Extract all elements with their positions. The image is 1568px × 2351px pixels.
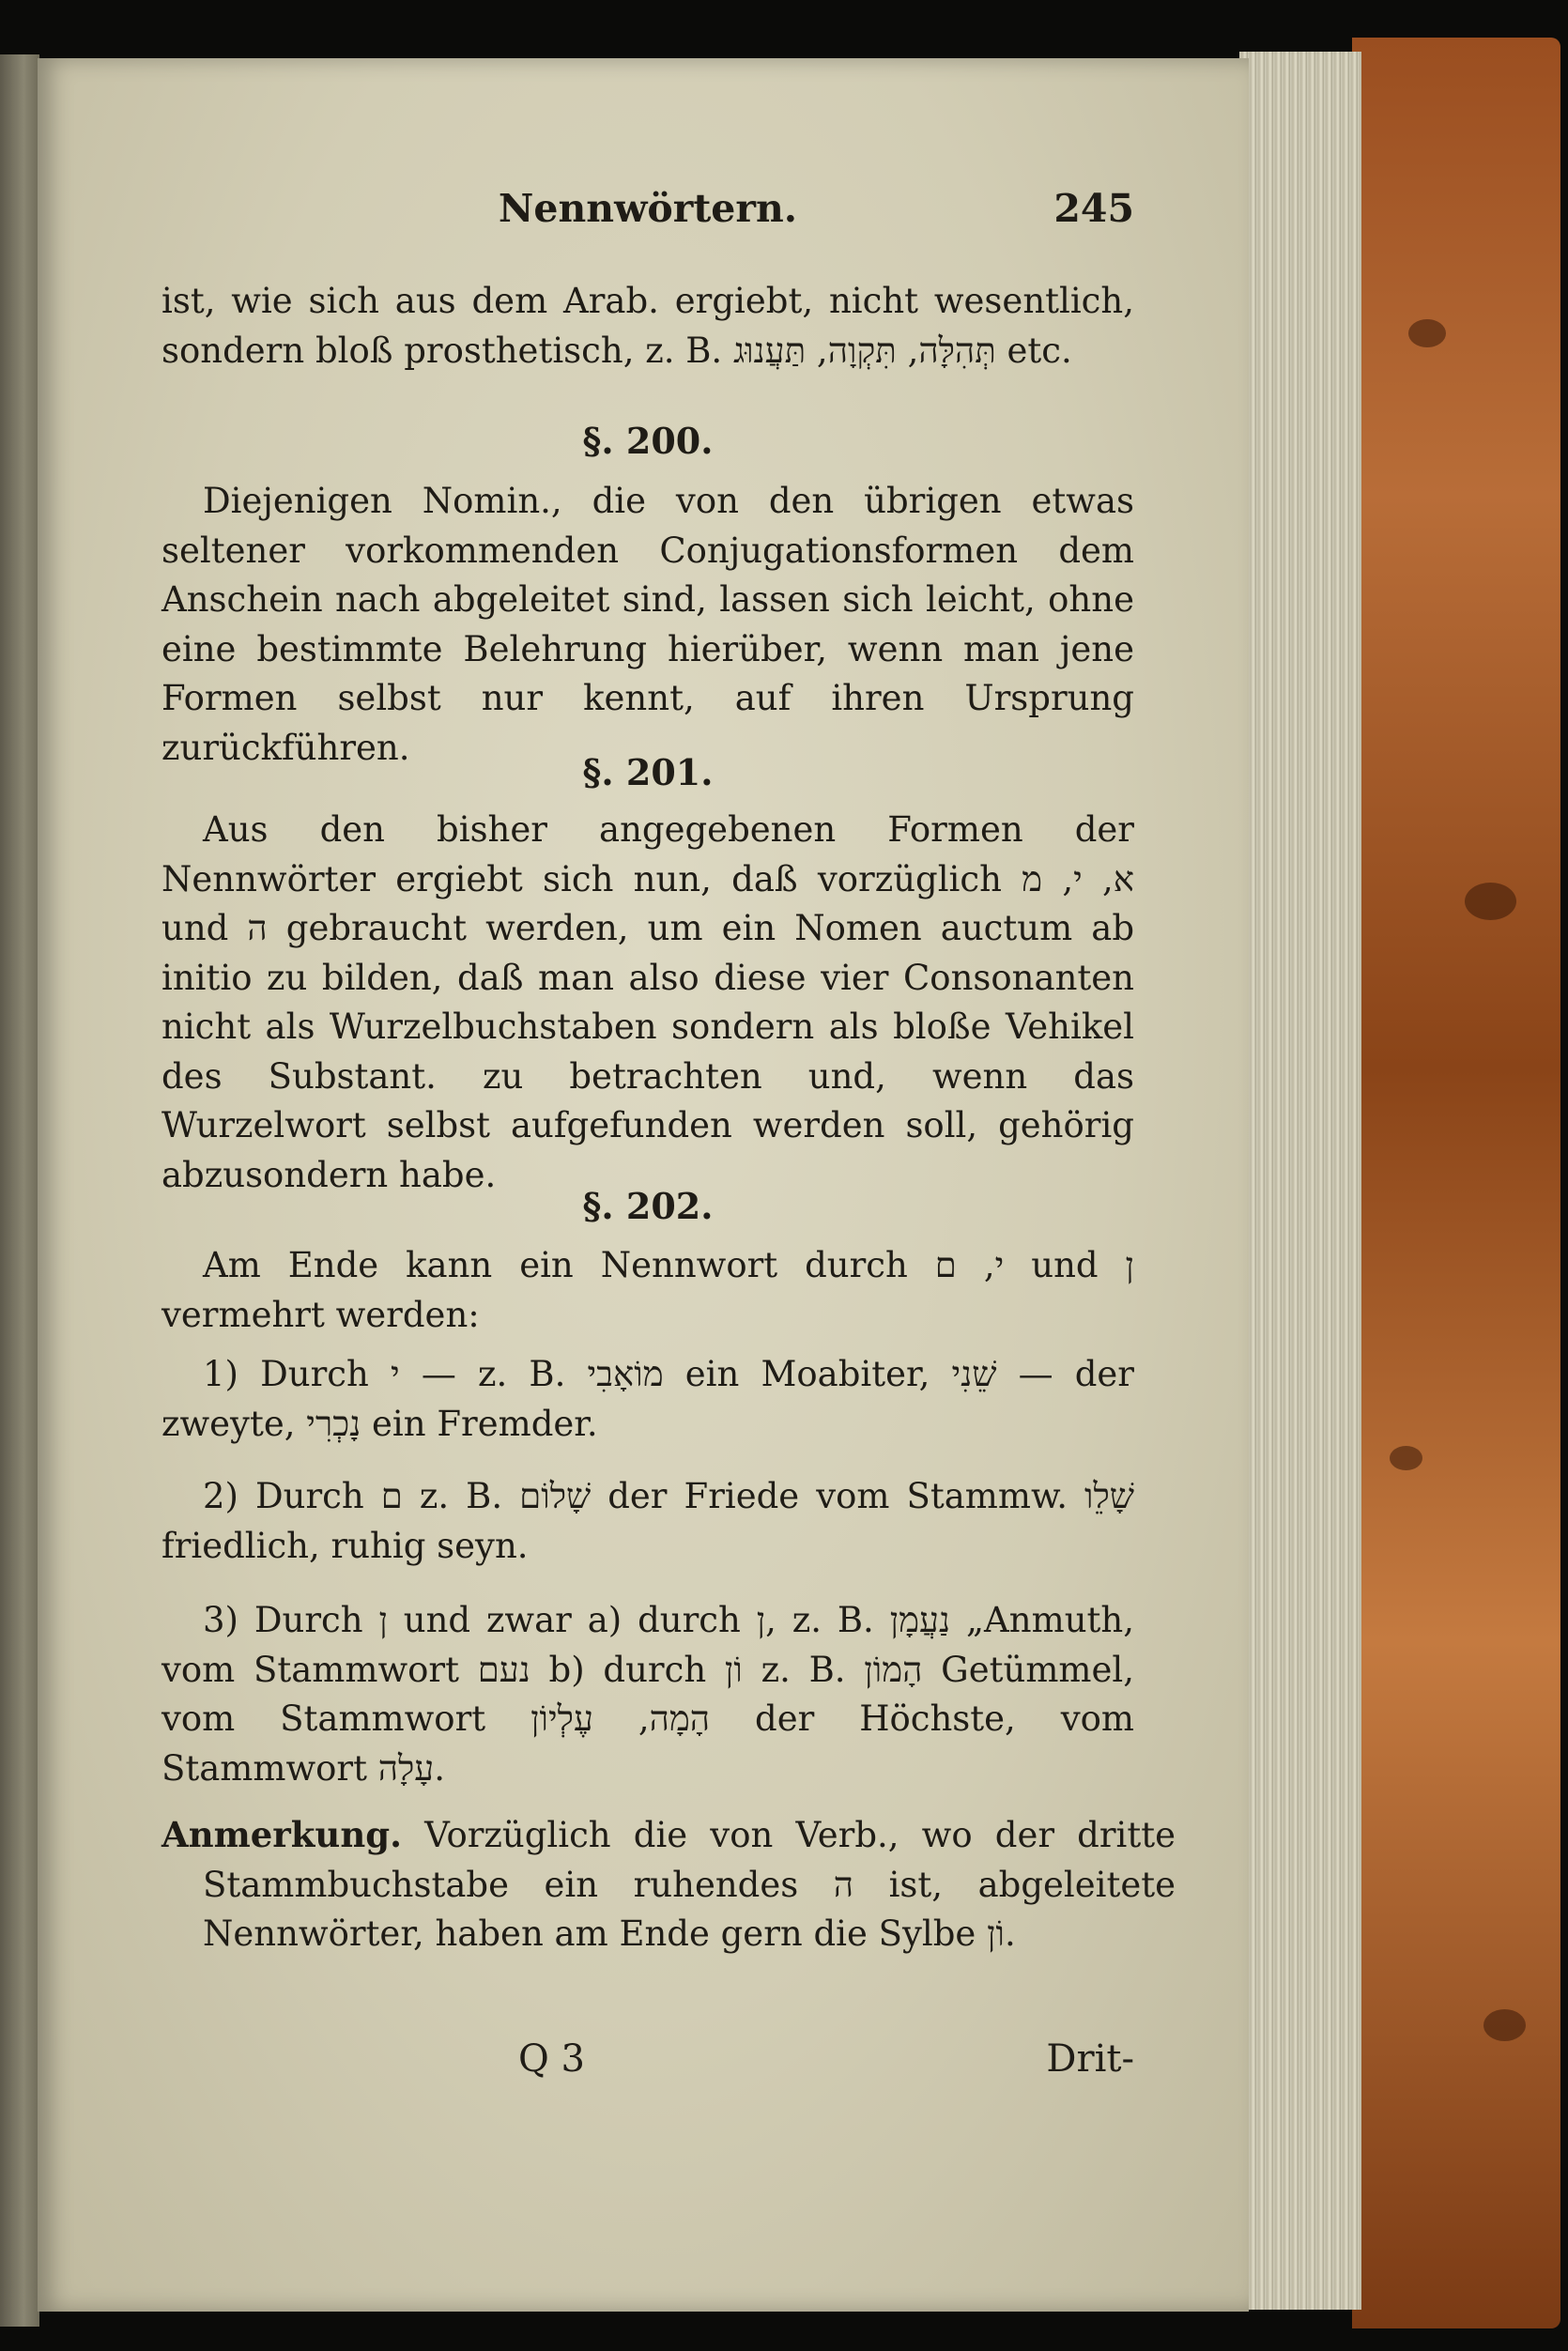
book-cover (1352, 38, 1560, 2328)
previous-page-edge (0, 54, 39, 2327)
page-number: 245 (1053, 186, 1134, 231)
signature-mark: Q 3 (518, 2037, 585, 2081)
page-footer (161, 2037, 1134, 2094)
catchword: Drit- (1046, 2037, 1134, 2081)
section-201-text: Aus den bisher angegebenen Formen der Nennwörter ergiebt sich nun, daß vorzüglich א, י, מ und ה gebraucht werden, um ein Nomen auctum ab initio zu bilden, daß man also diese vier Consonanten nicht als Wurzelbuchstaben sondern als bloße Vehikel des Substant. zu betrachten und, wenn das Wurzelwort selbst aufgefunden werden soll, gehörig abzusondern habe. (161, 809, 1135, 1195)
section-heading-202: §. 202. (582, 1185, 714, 1227)
note-label: Anmerkung. (161, 1814, 402, 1855)
page-stack-edge (1239, 52, 1361, 2310)
section-heading-201: §. 201. (582, 751, 714, 793)
section-202-intro: Am Ende kann ein Nennwort durch י, ם und ן vermehrt werden: (161, 1245, 1134, 1335)
continuation-paragraph: ist, wie sich aus dem Arab. ergiebt, nicht wesentlich, sondern bloß prosthetisch, z. B. תְּהִלָּה, תִּקְוָה, תַּעֲנוּג etc. (161, 281, 1134, 371)
section-heading-200: §. 200. (582, 420, 714, 462)
annotation-note (161, 1810, 1176, 1959)
list-item-2: 2) Durch ם z. B. שָׁלוֹם der Friede vom Stammw. שָׁלֵו friedlich, ruhig seyn. (161, 1476, 1134, 1566)
list-item-1: 1) Durch י — z. B. מוֹאָבִי ein Moabiter, שֵׁנִי — der zweyte, נָכְרִי ein Fremder. (161, 1354, 1134, 1444)
section-200-text: Diejenigen Nomin., die von den übrigen etwas seltener vorkommenden Conjugationsformen dem Anschein nach abgeleitet sind, lassen sich leicht, ohne eine bestimmte Belehrung hierüber, wenn man jene Formen selbst nur kennt, auf ihren Ursprung zurückführen. (161, 481, 1134, 768)
running-header (161, 186, 1134, 238)
list-item-3: 3) Durch ן und zwar a) durch ן, z. B. נַעֲמָן „Anmuth, vom Stammwort נעם b) durch וֹן z. B. הָמוֹן Getümmel, vom Stammwort הָמָה, עֶלְיוֹן der Höchste, vom Stammwort עָלָה. (161, 1600, 1134, 1789)
note-text: Vorzüglich die von Verb., wo der dritte Stammbuchstabe ein ruhendes ה ist, abgeleitete Nennwörter, haben am Ende gern die Sylbe וֹן. (203, 1815, 1176, 1954)
running-title: Nennwörtern. (498, 186, 798, 231)
